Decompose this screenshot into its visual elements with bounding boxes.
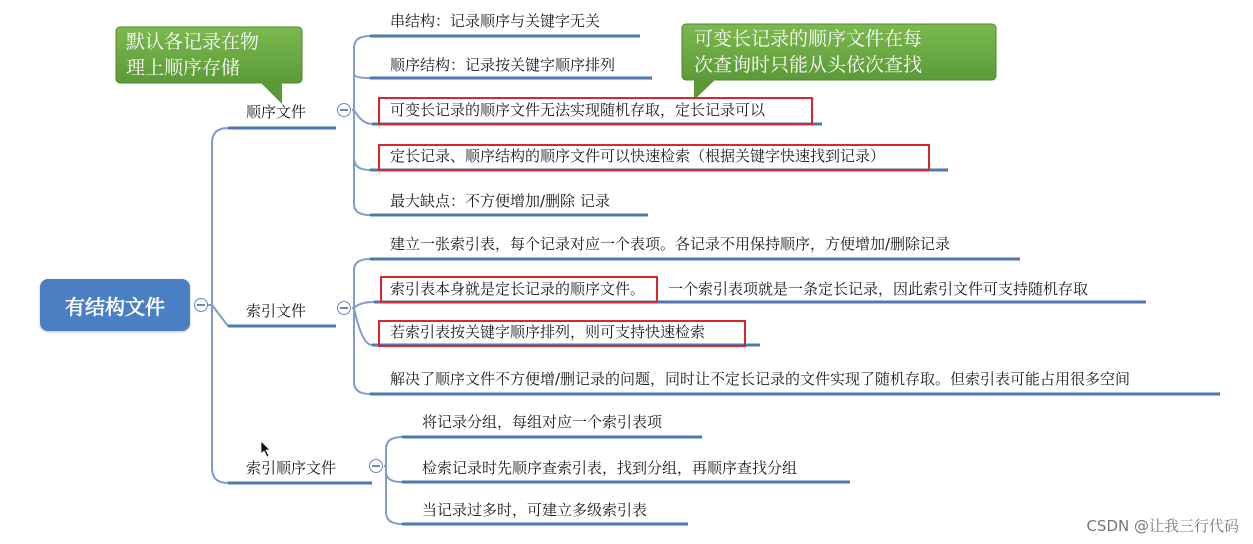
callout-1-text [126, 29, 259, 81]
leaf-node[interactable]: 顺序结构：记录按关键字顺序排列 [390, 56, 616, 74]
leaf-node[interactable]: 索引表本身就是定长记录的顺序文件。 [390, 280, 646, 298]
root-collapse-button[interactable] [194, 298, 208, 312]
root-node[interactable] [40, 279, 190, 331]
callout-2-line-1: 可变长记录的顺序文件在每 [694, 28, 923, 50]
root-label: 有结构文件 [65, 294, 165, 319]
highlight-box [378, 97, 813, 125]
branch-collapse-button-sequential[interactable] [337, 103, 351, 117]
leaf-node[interactable]: 一个索引表项就是一条定长记录，因此索引文件可支持随机存取 [668, 280, 1089, 298]
branch-label-indexed-sequential-file[interactable]: 索引顺序文件 [246, 459, 337, 477]
highlight-box [378, 144, 930, 171]
leaf-node[interactable]: 可变长记录的顺序文件无法实现随机存取，定长记录可以 [390, 101, 766, 119]
leaf-node[interactable]: 当记录过多时，可建立多级索引表 [422, 501, 648, 519]
leaf-node[interactable]: 将记录分组，每组对应一个索引表项 [422, 413, 663, 431]
branch-label-index-file[interactable]: 索引文件 [246, 302, 307, 320]
highlight-box [380, 276, 658, 303]
leaf-node[interactable]: 串结构：记录顺序与关键字无关 [390, 12, 601, 30]
leaf-node[interactable]: 解决了顺序文件不方便增/删记录的问题，同时让不定长记录的文件实现了随机存取。但索引表可能占用很多空间 [390, 370, 1131, 388]
callout-1-line-2: 理上顺序存储 [126, 57, 241, 79]
branch-collapse-button-indexed-sequential[interactable] [369, 459, 383, 473]
callout-2-line-2: 次查询时只能从头依次查找 [694, 54, 923, 76]
branch-label-sequential-file[interactable]: 顺序文件 [246, 103, 307, 121]
highlight-box [378, 320, 746, 347]
leaf-node[interactable]: 建立一张索引表，每个记录对应一个表项。各记录不用保持顺序，方便增加/删除记录 [390, 235, 951, 253]
leaf-node[interactable]: 最大缺点：不方便增加/删除 记录 [390, 192, 610, 210]
watermark: CSDN @让我三行代码 [1086, 517, 1239, 535]
callout-1-line-1: 默认各记录在物 [126, 31, 260, 53]
branch-collapse-button-index[interactable] [337, 301, 351, 315]
callout-2-text [694, 26, 922, 78]
leaf-node[interactable]: 检索记录时先顺序查索引表，找到分组，再顺序查找分组 [422, 459, 798, 477]
mouse-cursor-icon [260, 440, 272, 458]
leaf-node[interactable]: 若索引表按关键字顺序排列，则可支持快速检索 [390, 323, 706, 341]
leaf-node[interactable]: 定长记录、顺序结构的顺序文件可以快速检索（根据关键字快速找到记录） [390, 147, 886, 165]
